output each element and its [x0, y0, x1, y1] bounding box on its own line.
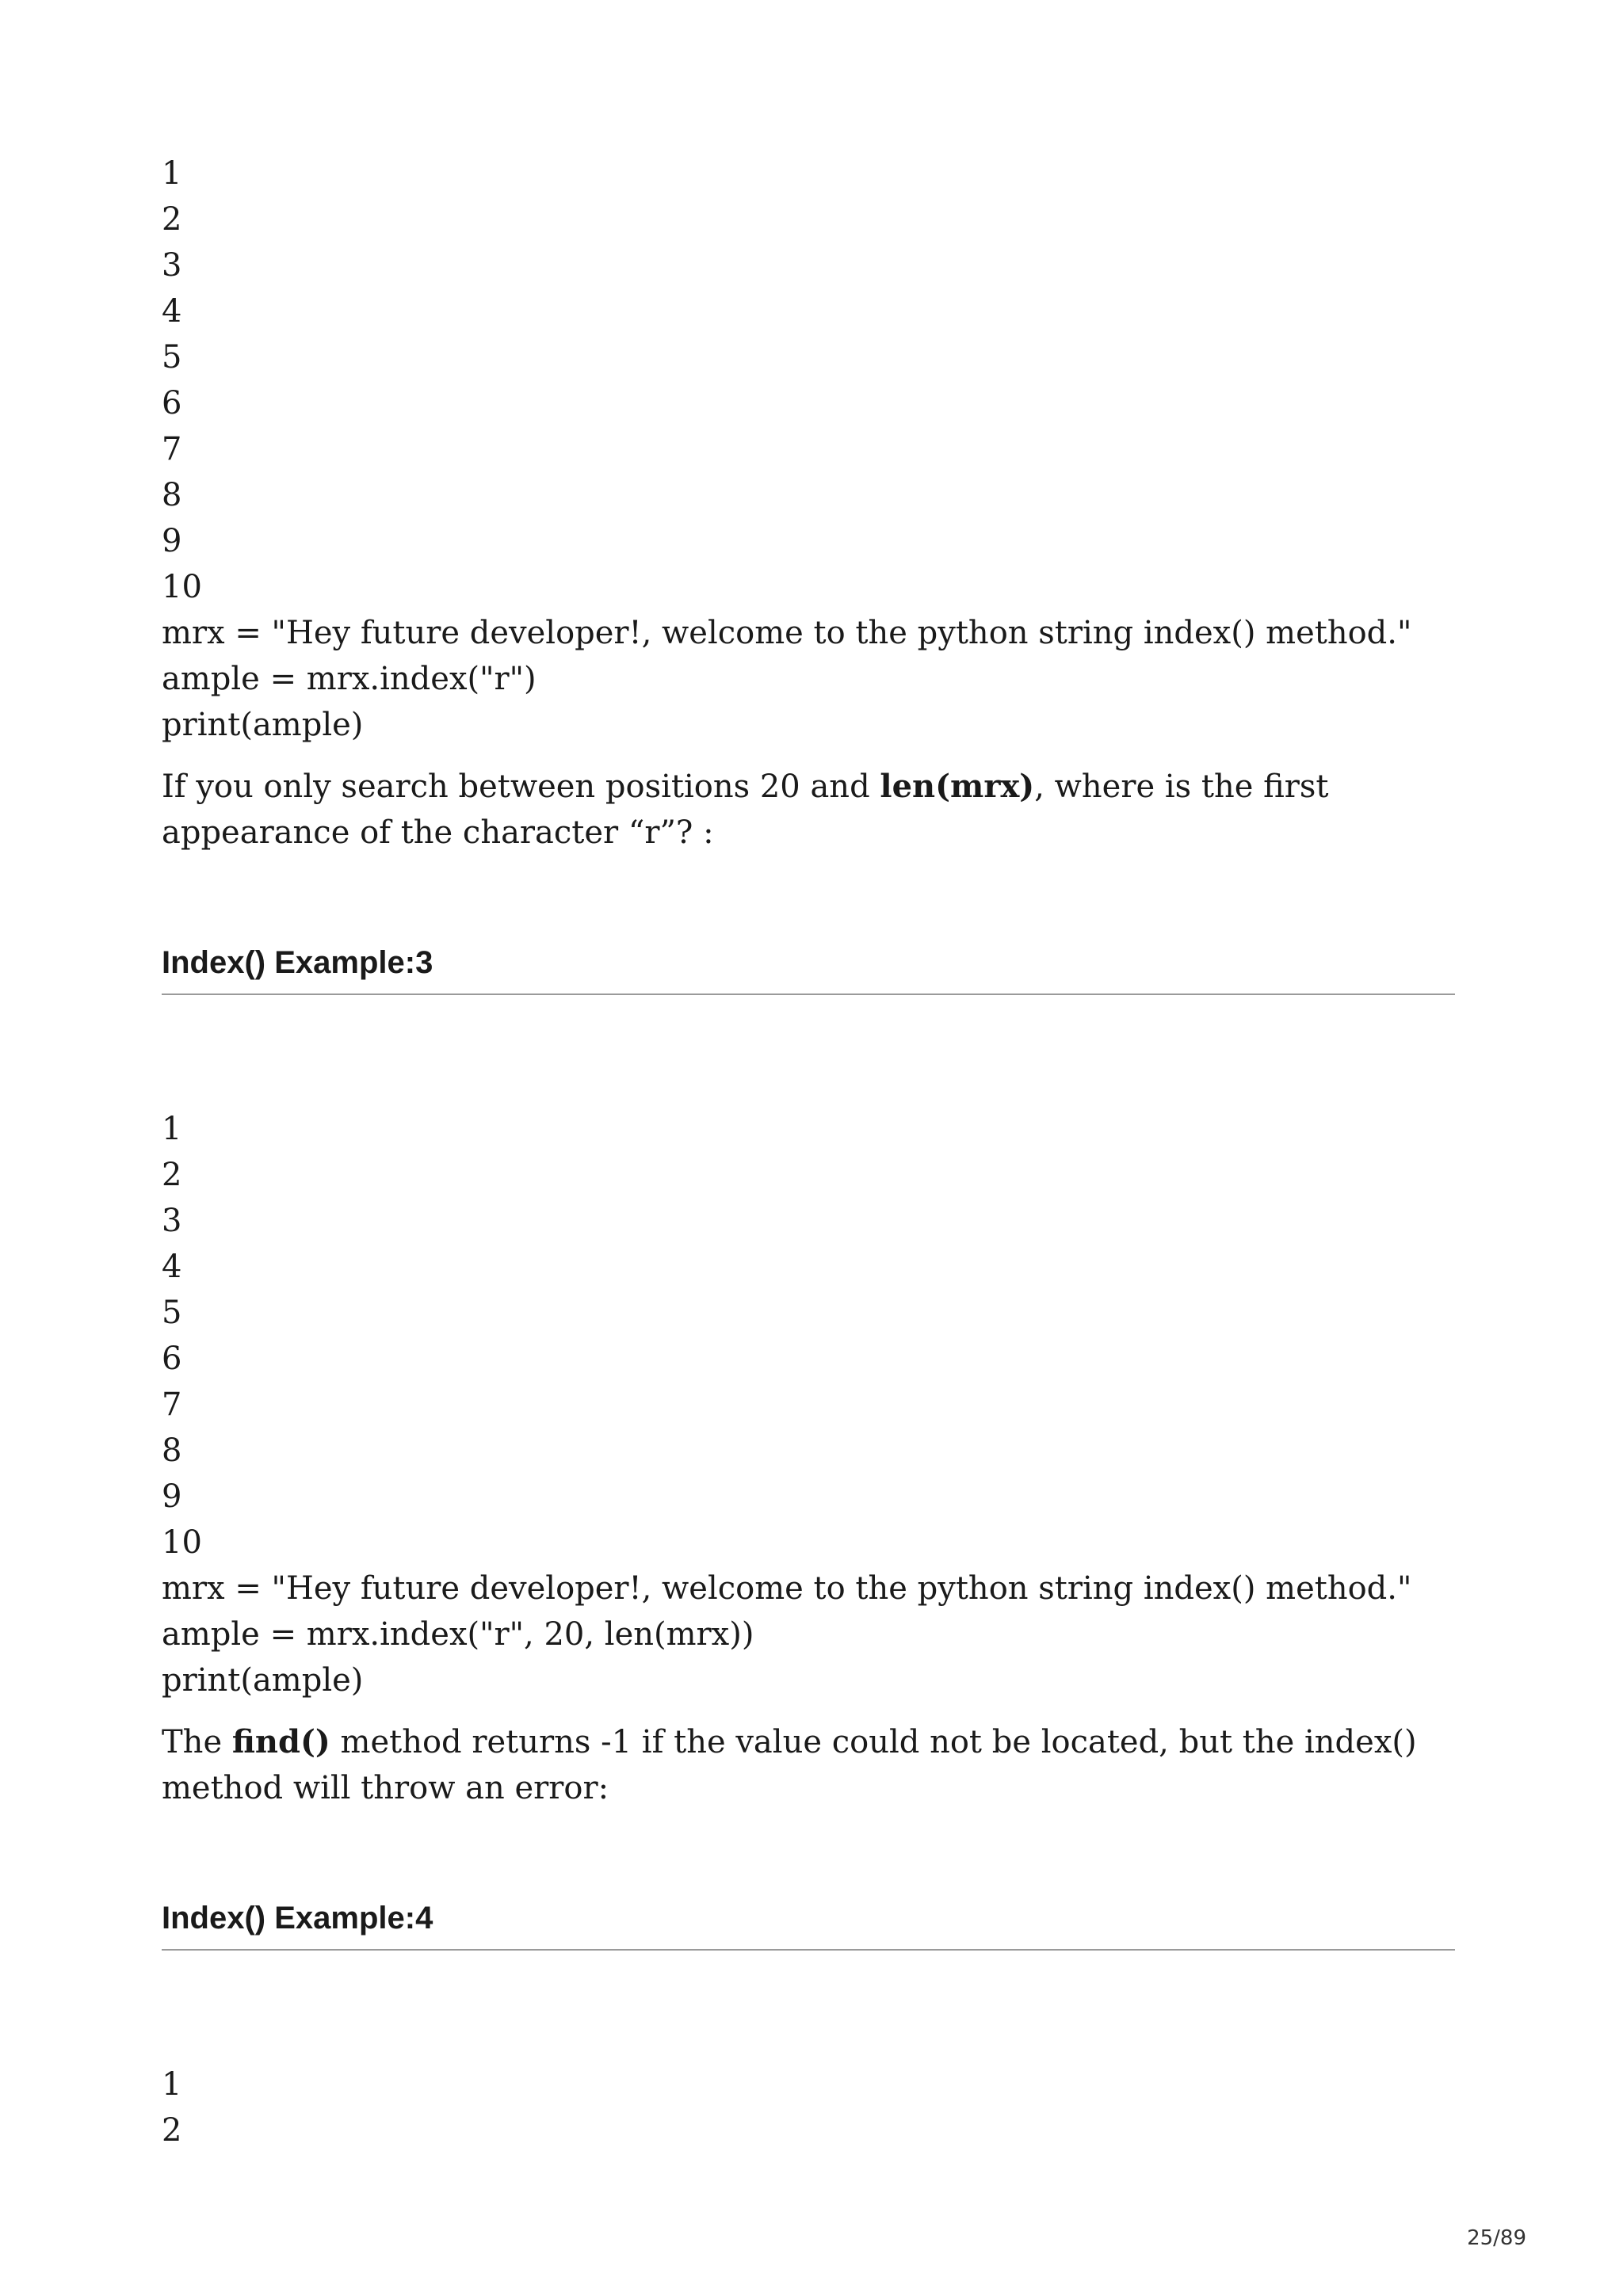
line-number: 2 — [162, 201, 182, 238]
code-line: print(ample) — [162, 1662, 364, 1699]
line-number: 8 — [162, 1432, 182, 1469]
spacer — [162, 1951, 1455, 2061]
code-block-1 — [162, 151, 1455, 748]
line-number: 6 — [162, 385, 182, 421]
code-block-2 — [162, 1106, 1455, 1703]
page-number: 25/89 — [1467, 2226, 1526, 2250]
section-heading-example-3: Index() Example:3 — [162, 943, 1455, 995]
line-number: 8 — [162, 477, 182, 513]
line-number: 4 — [162, 293, 182, 330]
line-number: 1 — [162, 155, 182, 192]
line-number: 2 — [162, 1157, 182, 1193]
line-number: 1 — [162, 1111, 182, 1147]
line-numbers — [162, 1106, 1455, 1566]
spacer — [162, 856, 1455, 943]
code-line: ample = mrx.index("r", 20, len(mrx)) — [162, 1616, 754, 1653]
paragraph-text: If you only search between positions 20 and — [162, 769, 880, 805]
code-line: print(ample) — [162, 707, 364, 743]
line-number: 4 — [162, 1249, 182, 1285]
code-line: mrx = "Hey future developer!, welcome to the python string index() method." — [162, 615, 1412, 651]
line-number: 7 — [162, 1386, 182, 1423]
code-line: mrx = "Hey future developer!, welcome to the python string index() method." — [162, 1570, 1412, 1607]
paragraph-bold-text: len(mrx) — [880, 768, 1035, 805]
line-number: 6 — [162, 1341, 182, 1377]
line-number: 7 — [162, 431, 182, 467]
paragraph-text: The — [162, 1724, 232, 1760]
line-number: 10 — [162, 1524, 202, 1561]
paragraph-find-method — [162, 1719, 1455, 1811]
spacer — [162, 1811, 1455, 1898]
line-number: 1 — [162, 2066, 182, 2103]
document-page — [162, 151, 1455, 2153]
line-numbers — [162, 151, 1455, 610]
paragraph-text: , where is the first appearance of the character “r”? : — [162, 769, 1329, 851]
line-numbers — [162, 2061, 1455, 2153]
spacer — [162, 995, 1455, 1106]
line-number: 5 — [162, 339, 182, 376]
paragraph-text: method returns -1 if the value could not be located, but the index() method will throw an error: — [162, 1724, 1417, 1806]
line-number: 10 — [162, 569, 202, 605]
code-line: ample = mrx.index("r") — [162, 661, 537, 697]
paragraph-bold-text: find() — [231, 1723, 330, 1760]
section-heading-example-4: Index() Example:4 — [162, 1898, 1455, 1951]
line-number: 3 — [162, 247, 182, 284]
line-number: 9 — [162, 523, 182, 559]
line-number: 9 — [162, 1478, 182, 1515]
paragraph-search-range — [162, 764, 1455, 856]
line-number: 5 — [162, 1295, 182, 1331]
line-number: 2 — [162, 2112, 182, 2149]
line-number: 3 — [162, 1203, 182, 1239]
code-block-3 — [162, 2061, 1455, 2153]
